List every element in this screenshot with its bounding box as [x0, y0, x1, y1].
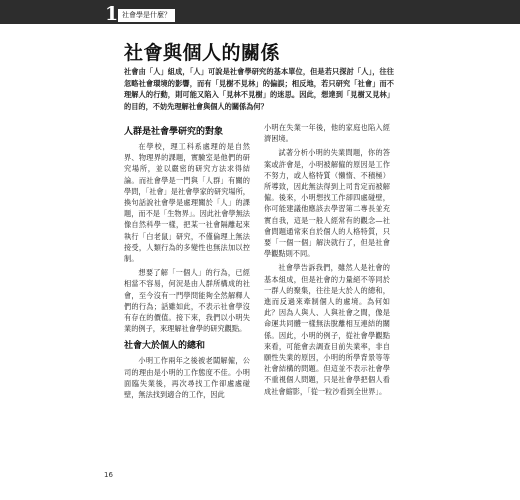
body-paragraph: 小明工作兩年之後被老闆解僱，公司的理由是小明的工作態度不佳。小明面臨失業後，再次尋找工作卻處處碰壁，無法找到適合的工作，因此 [124, 356, 250, 400]
section-heading-society: 社會大於個人的總和 [124, 341, 206, 352]
body-paragraph: 小明在失業一年後，他的家庭也陷入經濟困境。 [264, 123, 390, 144]
chapter-tab-label: 社會學是什麼？ [118, 9, 175, 22]
body-paragraph: 試著分析小明的失業問題，你的答案或許會是，小明被解僱的原因是工作不努力，或人格特質（懶惰、不積極）所導致，因此無法得到上司肯定而被解僱。後來，小明想找工作卻四處碰壁，你可能建議他應該去學習第二專長並充實自我，這是一般人經常有的觀念—社會問題通常來自於個人的人格特質，只要「一個一個」解決就行了，但是社會學觀點則不同。 [264, 148, 390, 259]
body-paragraph: 在學校，理工科系處理的是自然界、物理界的課題，實驗室是他們的研究場所，並以嚴密的研究方法求得結論。而社會學是一門與「人群」有關的學問，「社會」是社會學家的研究場所，換句話說社會學是處理關於「人」的課題，而不是「生物界」。因此社會學無法像自然科學一樣，把某一社會隔離起來執行「白老鼠」研究，不僅倫理上無法接受，人類行為的多變性也無法加以控制。 [124, 142, 250, 264]
section-heading-people: 人群是社會學研究的對象 [124, 127, 224, 137]
chapter-header-band [0, 0, 520, 24]
page-title: 社會與個人的關係 [124, 42, 281, 64]
body-paragraph: 想要了解「一個人」的行為，已經相當不容易，何況是由人群所構成的社會，至今沒有一門學問能夠全然解釋人們的行為；話雖如此，不表示社會學沒有存在的價值。接下來，我們以小明失業的例子，來理解社會學的研究觀點。 [124, 268, 250, 334]
left-column [124, 122, 250, 400]
body-paragraph: 社會學告訴我們，雖然人是社會的基本組成，但是社會的力量絕不等同於一群人的聚集，往往是大於人的總和，進而反過來牽制個人的處境。為何如此？因為人與人、人與社會之間，像是命運共同體一樣無法脫離相互連結的關係。因此，小明的例子，從社會學觀點來看，可能會去調查目前失業率，非自願性失業的原因，小明的所學背景等等社會結構的問題。但這並不表示社會學不重視個人問題，只是社會學把個人看成社會縮影，「從一粒沙看到全世界」。 [264, 263, 390, 396]
chapter-number: 1 [105, 3, 119, 25]
page-number: 16 [104, 471, 113, 479]
right-column [264, 122, 390, 397]
intro-paragraph: 社會由「人」組成，「人」可說是社會學研究的基本單位，但是若只探討「人」，往往忽略社會環境的影響，而有「見樹不見林」的偏誤；相反地，若只研究「社會」而不理解人的行動，則可能又陷入「見林不見樹」的迷思。因此，想達到「見樹又見林」的目的，不妨先理解社會與個人的關係為何？ [124, 67, 394, 111]
